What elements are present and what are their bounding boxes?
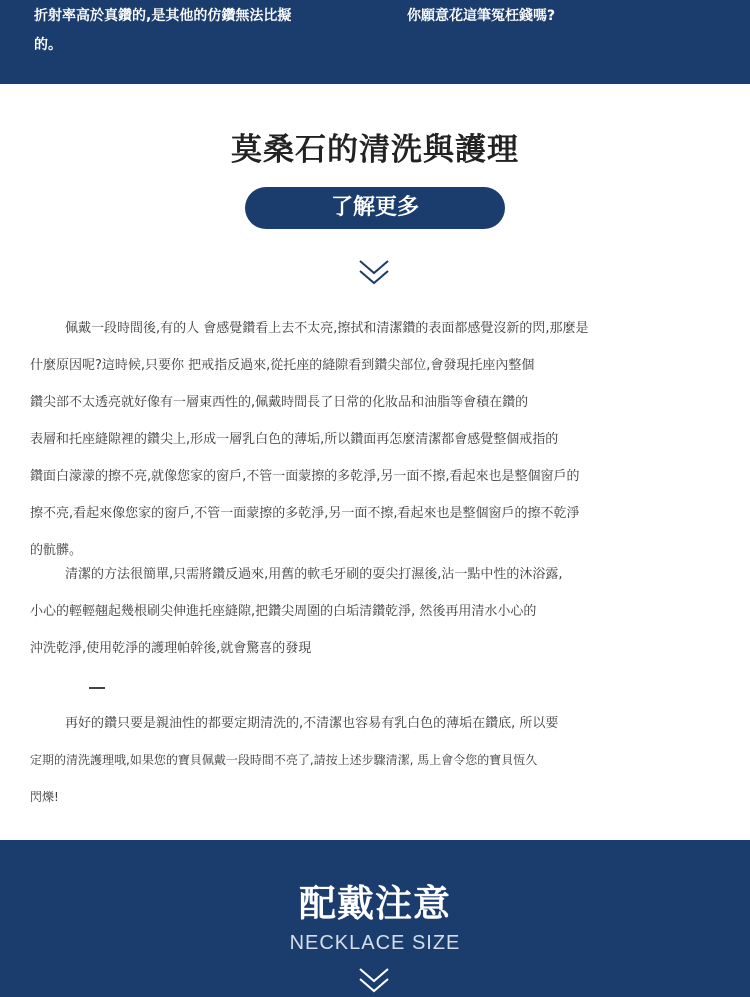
care-section-title: 莫桑石的清洗與護理 <box>231 132 519 168</box>
paragraph-line: 沖洗乾淨,使用乾淨的護理帕幹後,就會驚喜的發現 <box>30 641 312 656</box>
top-banner-left-line: 的。 <box>34 37 62 53</box>
divider-dash <box>89 687 105 689</box>
top-banner-right-line: 你願意花這筆冤枉錢嗎? <box>407 8 556 24</box>
paragraph-line: 擦不亮,看起來像您家的窗戶,不管一面蒙擦的多乾淨,另一面不擦,看起來也是整個窗戶的擦不乾淨 <box>30 506 580 521</box>
double-chevron-down-icon <box>356 257 392 289</box>
paragraph-line: 什麼原因呢?這時候,只要你 把戒指反過來,從托座的縫隙看到鑽尖部位,會發現托座內整個 <box>30 358 535 373</box>
top-banner-left-text <box>34 2 364 60</box>
paragraph-line: 鑽尖部不太透亮就好像有一層東西性的,佩戴時間長了日常的化妝品和油脂等會積在鑽的 <box>30 395 529 410</box>
paragraph-line: 清潔的方法很簡單,只需將鑽反過來,用舊的軟毛牙刷的耍尖打濕後,沾一點中性的沐浴露, <box>65 567 563 582</box>
care-paragraph-2 <box>30 556 726 667</box>
paragraph-line: 閃爍! <box>30 790 59 804</box>
paragraph-line: 小心的輕輕翹起幾根刷尖伸進托座縫隙,把鑽尖周圍的白垢清鑽乾淨, 然後再用清水小心的 <box>30 604 537 619</box>
care-paragraph-1 <box>30 310 726 569</box>
double-chevron-down-icon <box>356 965 392 997</box>
paragraph-line: 的骯髒。 <box>30 543 83 558</box>
top-banner-right-text <box>407 2 727 31</box>
paragraph-line: 再好的鑽只要是親油性的都要定期清洗的,不清潔也容易有乳白色的薄垢在鑽底, 所以要 <box>65 716 559 731</box>
care-paragraph-3 <box>30 705 726 816</box>
paragraph-line: 表層和托座縫隙裡的鑽尖上,形成一層乳白色的薄垢,所以鑽面再怎麼清潔都會感覺整個戒指的 <box>30 432 559 447</box>
top-banner <box>0 0 750 84</box>
paragraph-line: 定期的清洗護理哦,如果您的寶貝佩戴一段時間不亮了,請按上述步驟清潔, 馬上會令您的寶貝恆久 <box>30 753 538 767</box>
wearing-section-subtitle: NECKLACE SIZE <box>289 932 461 954</box>
learn-more-button[interactable]: 了解更多 <box>245 187 505 229</box>
top-banner-left-line: 折射率高於真鑽的,是其他的仿鑽無法比擬 <box>34 8 292 24</box>
paragraph-line: 佩戴一段時間後,有的人 會感覺鑽看上去不太亮,擦拭和清潔鑽的表面都感覺沒新的閃,那麼是 <box>65 321 589 336</box>
wearing-section-title: 配戴注意 <box>299 882 451 925</box>
paragraph-line: 鑽面白濛濛的擦不亮,就像您家的窗戶,不管一面蒙擦的多乾淨,另一面不擦,看起來也是整個窗戶的 <box>30 469 580 484</box>
